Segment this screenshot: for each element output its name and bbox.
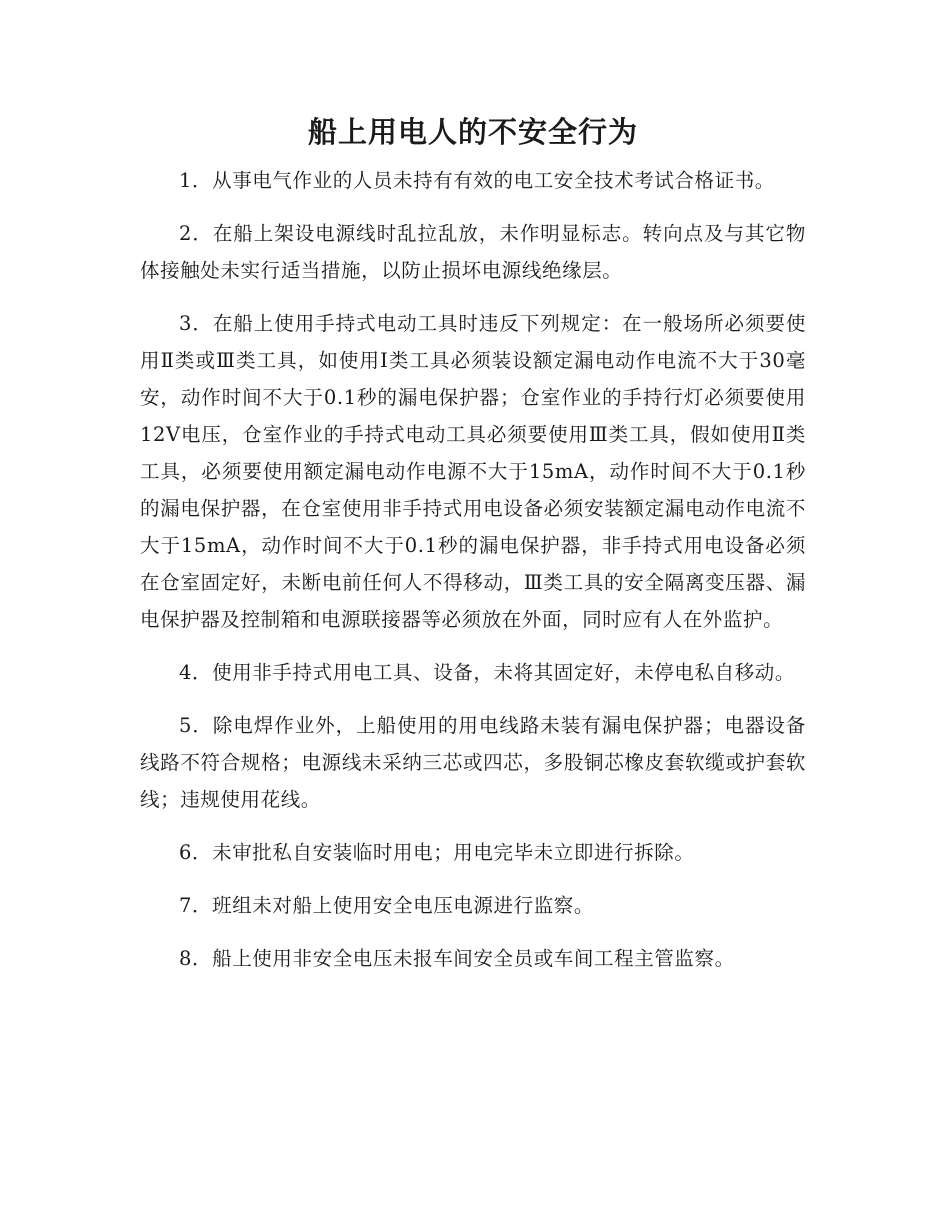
- document-page: [140, 112, 806, 993]
- paragraph-7: 7．班组未对船上使用安全电压电源进行监察。: [179, 894, 595, 917]
- paragraph-4: 4．使用非手持式用电工具、设备，未将其固定好，未停电私自移动。: [179, 661, 796, 684]
- paragraph-6: 6．未审批私自安装临时用电；用电完毕未立即进行拆除。: [179, 841, 695, 864]
- paragraph-5: 5．除电焊作业外，上船使用的用电线路未装有漏电保护器；电器设备线路不符合规格；电源线未采纳三芯或四芯，多股铜芯橡皮套软缆或护套软线；违规使用花线。: [140, 714, 806, 811]
- document-title: 船上用电人的不安全行为: [307, 115, 638, 149]
- paragraph-1: 1．从事电气作业的人员未持有有效的电工安全技术考试合格证书。: [179, 169, 775, 192]
- paragraph-3: 3．在船上使用手持式电动工具时违反下列规定：在一般场所必须要使用Ⅱ类或Ⅲ类工具，如使用Ⅰ类工具必须装设额定漏电动作电流不大于30毫安，动作时间不大于0.1秒的漏电保护器；仓室作业的手持行灯必须要使用12V电压，仓室作业的手持式电动工具必须要使用Ⅲ类工具，假如使用Ⅱ类工具，必须要使用额定漏电动作电源不大于15mA，动作时间不大于0.1秒的漏电保护器，在仓室使用非手持式用电设备必须安装额定漏电动作电流不大于15mA，动作时间不大于0.1秒的漏电保护器，非手持式用电设备必须在仓室固定好，未断电前任何人不得移动，Ⅲ类工具的安全隔离变压器、漏电保护器及控制箱和电源联接器等必须放在外面，同时应有人在外监护。: [140, 312, 806, 631]
- paragraph-2: 2．在船上架设电源线时乱拉乱放，未作明显标志。转向点及与其它物体接触处未实行适当措施，以防止损坏电源线绝缘层。: [140, 222, 806, 282]
- paragraph-8: 8．船上使用非安全电压未报车间安全员或车间工程主管监察。: [179, 947, 735, 970]
